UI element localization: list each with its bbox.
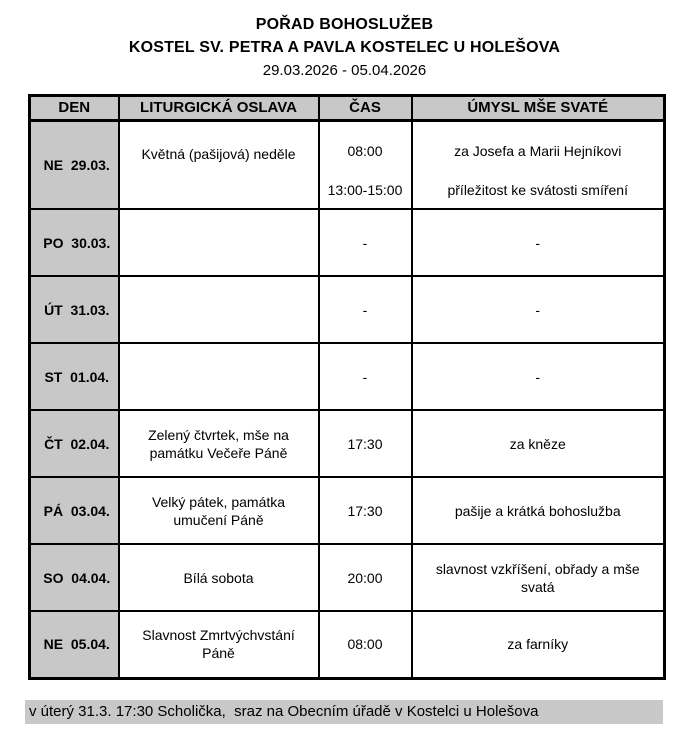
document-header <box>0 0 689 82</box>
day-cell: ČT 02.04. <box>30 410 119 477</box>
intention-value: příležitost ke svátosti smíření <box>447 182 628 198</box>
intention-value: za Josefa a Marii Hejníkovi <box>454 143 622 159</box>
day-cell: ST 01.04. <box>30 343 119 410</box>
celebration-cell: Květná (pašijová) neděle <box>119 121 319 210</box>
celebration-cell <box>119 209 319 276</box>
date-range: 29.03.2026 - 05.04.2026 <box>262 62 427 79</box>
celebration-cell <box>119 343 319 410</box>
day-cell: SO 04.04. <box>30 544 119 611</box>
table-row <box>30 477 665 544</box>
day-cell: NE 29.03. <box>30 121 119 210</box>
intention-cell: za kněze <box>412 410 665 477</box>
table-row <box>30 121 665 210</box>
celebration-cell: Velký pátek, památka umučení Páně <box>119 477 319 544</box>
day-cell: ÚT 31.03. <box>30 276 119 343</box>
intention-cell: - <box>412 209 665 276</box>
day-cell: PO 30.03. <box>30 209 119 276</box>
day-cell: PÁ 03.04. <box>30 477 119 544</box>
column-header-intention: ÚMYSL MŠE SVATÉ <box>412 96 665 121</box>
column-header-time: ČAS <box>319 96 412 121</box>
day-cell: NE 05.04. <box>30 611 119 678</box>
time-cell: 17:30 <box>319 477 412 544</box>
time-cell: 08:00 <box>319 611 412 678</box>
table-row <box>30 343 665 410</box>
intention-cell: - <box>412 343 665 410</box>
schedule-table <box>28 94 666 680</box>
time-cell <box>319 121 412 210</box>
table-row <box>30 209 665 276</box>
time-cell: 17:30 <box>319 410 412 477</box>
time-cell: 20:00 <box>319 544 412 611</box>
page-title: POŘAD BOHOSLUŽEB <box>255 16 434 33</box>
intention-cell <box>412 121 665 210</box>
celebration-cell <box>119 276 319 343</box>
table-row <box>30 276 665 343</box>
table-row <box>30 611 665 678</box>
time-cell: - <box>319 343 412 410</box>
time-cell: - <box>319 209 412 276</box>
table-row <box>30 410 665 477</box>
column-header-day: DEN <box>30 96 119 121</box>
intention-cell: za farníky <box>412 611 665 678</box>
intention-cell: slavnost vzkříšení, obřady a mše svatá <box>412 544 665 611</box>
celebration-cell: Bílá sobota <box>119 544 319 611</box>
table-header-row <box>30 96 665 121</box>
time-value: 08:00 <box>347 143 383 159</box>
celebration-cell: Zelený čtvrtek, mše na památku Večeře Páně <box>119 410 319 477</box>
celebration-cell: Slavnost Zmrtvýchvstání Páně <box>119 611 319 678</box>
intention-cell: - <box>412 276 665 343</box>
intention-cell: pašije a krátká bohoslužba <box>412 477 665 544</box>
column-header-celebration: LITURGICKÁ OSLAVA <box>119 96 319 121</box>
time-value: 13:00-15:00 <box>327 182 403 198</box>
footer-note: v úterý 31.3. 17:30 Scholička, sraz na Obecním úřadě v Kostelci u Holešova <box>25 700 663 724</box>
table-row <box>30 544 665 611</box>
church-name: KOSTEL SV. PETRA A PAVLA KOSTELEC U HOLEŠOVA <box>128 39 561 56</box>
time-cell: - <box>319 276 412 343</box>
